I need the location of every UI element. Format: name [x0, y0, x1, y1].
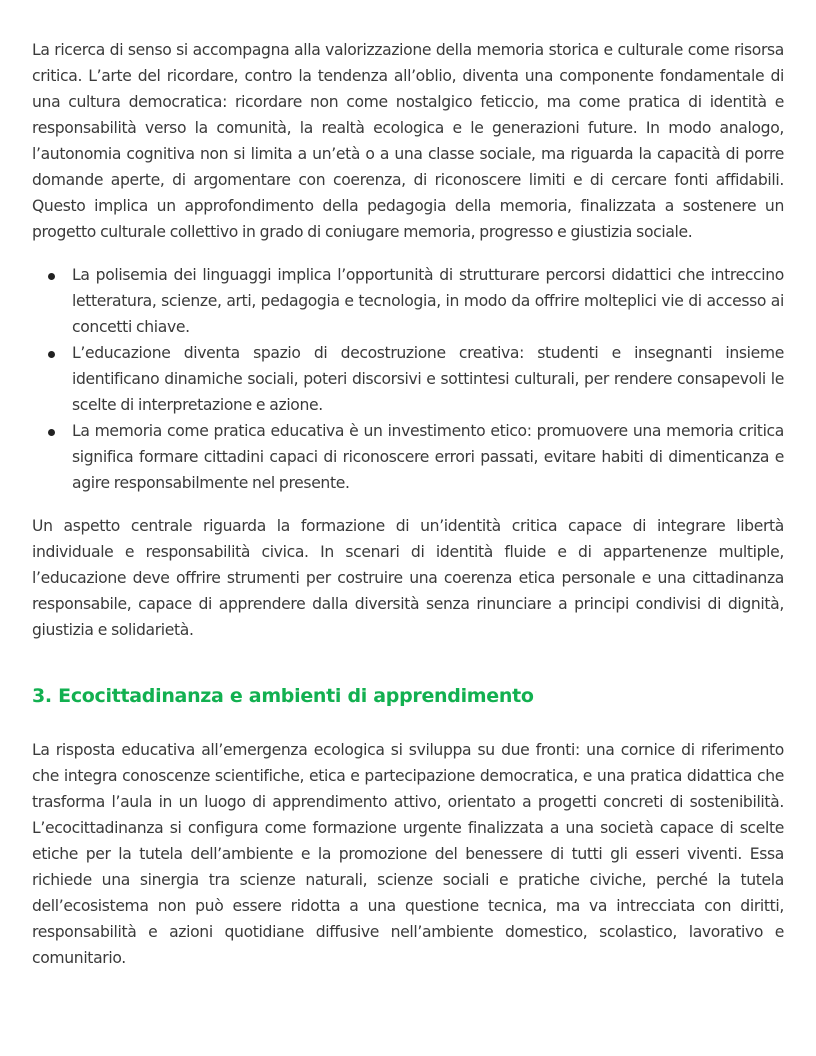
list-item — [72, 262, 784, 340]
list-item — [72, 340, 784, 418]
paragraph-identita: Un aspetto centrale riguarda la formazione di un’identità critica capace di integrare libertà individuale e responsabilità civica. In scenari di identità fluide e di appartenenze multiple, l’educazione deve offrire strumenti per costruire una coerenza etica personale e una cittadinanza responsabile, capace di apprendere dalla diversità senza rinunciare a principi condivisi di dignità, giustizia e solidarietà. — [32, 517, 784, 639]
list-item-text: L’educazione diventa spazio di decostruzione creativa: studenti e insegnanti insieme identificano dinamiche sociali, poteri discorsivi e sottintesi culturali, per rendere consapevoli le scelte di interpretazione e azione. — [72, 344, 784, 414]
list-item-text: La memoria come pratica educativa è un investimento etico: promuovere una memoria critica significa formare cittadini capaci di riconoscere errori passati, evitare habiti di dimenticanza e agire responsabilmente nel presente. — [72, 422, 784, 492]
paragraph-ecocittadinanza: La risposta educativa all’emergenza ecologica si sviluppa su due fronti: una cornice di riferimento che integra conoscenze scientifiche, etica e partecipazione democratica, e una pratica didattica che trasforma l’aula in un luogo di apprendimento attivo, orientato a progetti concreti di sostenibilità. L’ecocittadinanza si configura come formazione urgente finalizzata a una società capace di scelte etiche per la tutela dell’ambiente e la promozione del benessere di tutti gli esseri viventi. Essa richiede una sinergia tra scienze naturali, scienze sociali e pratiche civiche, perché la tutela dell’ecosistema non può essere ridotta a una questione tecnica, ma va intrecciata con diritti, responsabilità e azioni quotidiane diffusive nell’ambiente domestico, scolastico, lavorativo e comunitario. — [32, 741, 784, 967]
bullet-icon — [48, 273, 55, 280]
bullet-icon — [48, 351, 55, 358]
list-item — [72, 418, 784, 496]
bullet-icon — [48, 429, 55, 436]
paragraph-memoria: La ricerca di senso si accompagna alla valorizzazione della memoria storica e culturale come risorsa critica. L’arte del ricordare, contro la tendenza all’oblio, diventa una componente fondamentale di una cultura democratica: ricordare non come nostalgico feticcio, ma come pratica di identità e responsabilità verso la comunità, la realtà ecologica e le generazioni future. In modo analogo, l’autonomia cognitiva non si limita a un’età o a una classe sociale, ma riguarda la capacità di porre domande aperte, di argomentare con coerenza, di riconoscere limiti e di cercare fonti affidabili. Questo implica un approfondimento della pedagogia della memoria, finalizzata a sostenere un progetto culturale collettivo in grado di coniugare memoria, progresso e giustizia sociale. — [32, 41, 784, 241]
bullet-list — [32, 262, 784, 496]
section-heading: 3. Ecocittadinanza e ambienti di apprendimento — [32, 685, 534, 707]
document-page — [32, 37, 784, 971]
list-item-text: La polisemia dei linguaggi implica l’opportunità di strutturare percorsi didattici che intreccino letteratura, scienze, arti, pedagogia e tecnologia, in modo da offrire molteplici vie di accesso ai concetti chiave. — [72, 266, 784, 336]
